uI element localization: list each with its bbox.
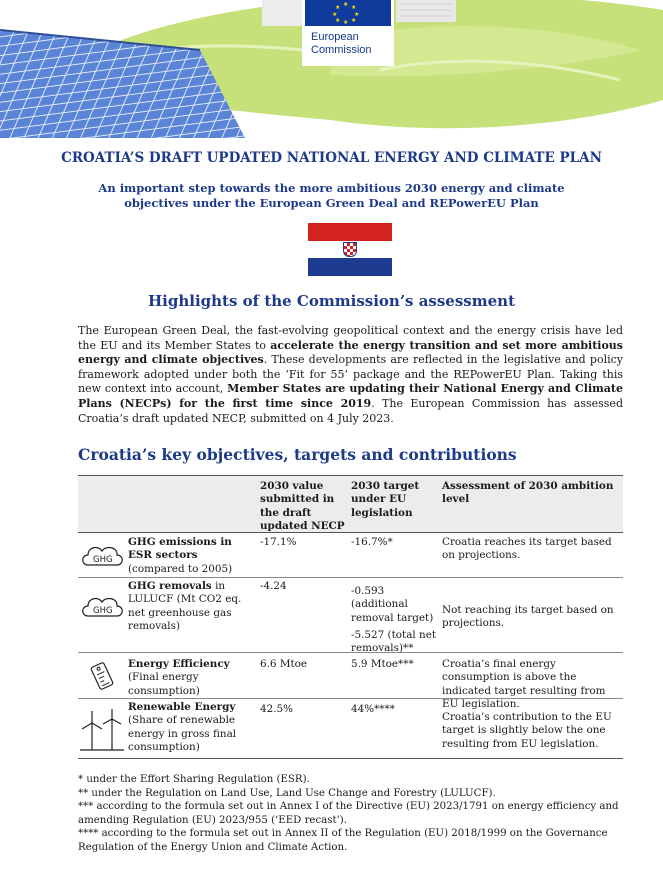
intro-text-1: The European Green Deal, the fast-evolving geopolitical context and the energy crisis have led the EU and its Member States to [78,324,623,352]
row-name: GHG removals [128,580,212,592]
header-value: 2030 value submitted in the draft updated NECP [260,480,345,532]
logo-line-1: European [311,31,359,43]
svg-text:★: ★ [351,17,357,24]
footnote: ** under the Regulation on Land Use, Land Use Change and Forestry (LULUCF). [78,787,496,799]
row-target: 44%**** [351,703,395,715]
svg-text:★: ★ [354,11,360,18]
table-row [78,578,623,653]
row-target-additional: -0.593 (additional removal target) [351,585,434,624]
table-row [78,701,623,759]
wind-turbine-icon [80,709,124,751]
highlights-heading: Highlights of the Commission’s assessment [148,292,515,310]
row-value: 6.6 Mtoe [260,658,308,670]
row-target: -16.7%* [351,536,393,548]
european-commission-logo [302,0,394,66]
ghg-cloud-icon [80,592,126,618]
ghg-icon-label: GHG [93,606,113,616]
row-desc: (compared to 2005) [128,562,233,575]
row-value: -17.1% [260,536,297,548]
intro-emphasis-1: accelerate the energy transition and set more ambitious energy and climate objectives [78,338,623,367]
footnote: *** according to the formula set out in Annex I of the Directive (EU) 2023/1791 on energy efficiency and amending Regulation (EU) 2023/955 (‘EED recast’). [78,801,619,826]
section-heading: Croatia’s key objectives, targets and contributions [78,445,517,464]
table-row [78,533,623,578]
row-desc: (Share of renewable energy in gross final consumption) [128,714,237,753]
row-value: -4.24 [260,580,287,592]
ghg-icon-label: GHG [93,555,113,565]
row-desc: in LULUCF (Mt CO2 eq. net greenhouse gas removals) [128,580,242,632]
intro-text-2: . These developments are reflected in the legislative and policy framework adopted under both the ‘Fit for 55’ package and the REPowerEU Plan. Taking this new context into account, [78,353,623,396]
footnote: * under the Effort Sharing Regulation (ESR). [78,774,310,785]
footnote: **** according to the formula set out in Annex II of the Regulation (EU) 2018/1999 on the Governance Regulation of the Energy Union and Climate Action. [78,828,608,853]
eu-flag-icon [305,0,391,26]
row-name: Renewable Energy [128,701,236,713]
svg-text:★: ★ [343,19,349,26]
svg-text:★: ★ [351,4,357,11]
document-title: CROATIA’S DRAFT UPDATED NATIONAL ENERGY AND CLIMATE PLAN [61,150,602,166]
row-assessment: Croatia’s final energy consumption is above the indicated target resulting from EU legislation. [442,658,606,710]
logo-line-2: Commission [311,44,372,56]
energy-label-icon [90,660,114,692]
header-target: 2030 target under EU legislation [351,480,420,519]
header-assessment: Assessment of 2030 ambition level [442,480,614,506]
intro-paragraph [78,324,623,426]
row-assessment: Croatia’s contribution to the EU target is slightly below the one resulting from EU legislation. [442,711,612,750]
intro-text-3: . The European Commission has assessed Croatia’s draft updated NECP, submitted on 4 July 2023. [78,396,623,425]
row-desc: (Final energy consumption) [128,671,200,697]
row-assessment: Not reaching its target based on projections. [442,604,614,630]
row-target: 5.9 Mtoe*** [351,658,414,670]
svg-text:★: ★ [343,1,349,8]
row-name: Energy Efficiency [128,658,230,670]
document-subtitle: An important step towards the more ambitious 2030 energy and climate objectives under the European Green Deal and REPowerEU Plan [98,181,565,210]
row-target-total: -5.527 (total net removals)** [351,629,437,655]
row-name: GHG emissions in ESR sectors [128,536,232,562]
row-assessment: Croatia reaches its target based on projections. [442,536,612,562]
table-header [78,475,623,533]
svg-text:★: ★ [335,4,341,11]
footnotes [78,773,623,855]
coat-of-arms-icon [343,242,357,257]
svg-text:★: ★ [332,11,338,18]
row-value: 42.5% [260,703,294,715]
header-banner [0,0,663,138]
ghg-cloud-icon [80,541,126,567]
svg-text:★: ★ [335,17,341,24]
intro-emphasis-2: Member States are updating their National Energy and Climate Plans (NECPs) for the first time since 2019 [78,382,624,410]
croatia-flag-icon [308,223,392,276]
